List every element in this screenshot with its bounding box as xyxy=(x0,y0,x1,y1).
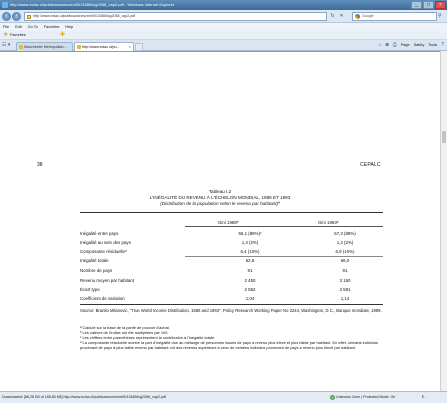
pdf-page-icon xyxy=(27,15,31,19)
menu-go-to[interactable]: Go To xyxy=(27,25,38,29)
safety-menu[interactable]: Safety xyxy=(413,43,425,47)
value-1988: 2 450 xyxy=(244,278,256,283)
tab-label: Manchester Metropolitan... xyxy=(24,45,67,49)
table-row xyxy=(80,267,383,275)
ie-icon xyxy=(2,2,8,8)
col-header-1988: Gini 1988ᵇ xyxy=(218,220,239,225)
table-row xyxy=(80,295,383,303)
minimize-button[interactable]: _ xyxy=(411,1,422,9)
print-icon[interactable]: ⎙ xyxy=(392,42,397,48)
table-row xyxy=(80,239,383,247)
address-text: http://www.eclac.cl/publicaciones/xml/5/13485/lcg2058_cap2.pdf xyxy=(33,14,136,18)
row-label: Inégalité totale xyxy=(80,258,109,263)
address-toolbar xyxy=(0,10,447,23)
forward-button[interactable]: › xyxy=(12,12,21,21)
favorites-button[interactable]: Favorites xyxy=(10,33,26,37)
new-tab-button[interactable] xyxy=(135,43,143,51)
scrollbar-thumb[interactable] xyxy=(442,131,446,143)
menu-file[interactable]: File xyxy=(3,25,10,29)
value-1993: 66,0 xyxy=(340,258,350,263)
menu-bar xyxy=(0,23,447,31)
tab-label: http://www.eclac.cl/pu... xyxy=(82,45,120,49)
row-label: Inégalité entre pays xyxy=(80,231,119,236)
globe-icon xyxy=(330,395,335,400)
table-row xyxy=(80,248,383,256)
page-menu[interactable]: Page xyxy=(400,43,410,47)
refresh-icon[interactable]: ↻ xyxy=(330,13,335,19)
search-placeholder: Google xyxy=(362,14,374,18)
tab-eclac[interactable] xyxy=(74,42,134,51)
quick-tabs-icon[interactable]: ☷ ▾ xyxy=(2,42,11,48)
value-1993: 1,14 xyxy=(340,296,350,301)
tab-close-icon[interactable]: × xyxy=(128,44,131,49)
source-note: Source: Branko Milanovic, "True World Income Distribution, 1988 and 1993", Policy Research Working Paper No 2244, Washington, D.C., Banque mondiale, 1999. xyxy=(80,308,382,313)
footnote-a: ª Calculé sur la base de la parité de pouvoir d'achat. xyxy=(80,325,170,330)
window-title: http://www.eclac.cl/publicaciones/xml/5/13485/lcg2058_cap2.pdf - Windows Internet Explorer xyxy=(10,2,175,7)
vertical-scrollbar[interactable] xyxy=(440,51,447,391)
value-1988: 62,8 xyxy=(245,258,255,263)
header-rule xyxy=(185,226,383,227)
table-row xyxy=(80,257,383,265)
pdf-viewer[interactable] xyxy=(0,51,440,391)
tab-manchester[interactable] xyxy=(16,42,73,51)
value-1988: 55,1 (88%)ᶜ xyxy=(238,231,262,236)
window-titlebar xyxy=(0,0,447,10)
row-label: Revenu moyen par habitant xyxy=(80,278,134,283)
row-label: Inégalité au sein des pays xyxy=(80,240,131,245)
status-text: Downloaded: [68,28 KB of 185,85 KB] http://www.eclac.cl/publicaciones/xml/5/13485/lcg2058_cap2.pdf xyxy=(2,395,166,399)
table-top-rule xyxy=(80,212,383,213)
back-button[interactable]: ‹ xyxy=(2,12,11,21)
zone-text: Unknown Zone | Protected Mode: On xyxy=(336,395,396,399)
window-controls xyxy=(411,1,446,9)
google-icon xyxy=(355,14,360,19)
stop-icon[interactable]: ✕ xyxy=(339,13,344,19)
table-row xyxy=(80,277,383,285)
command-bar xyxy=(379,41,444,50)
home-icon[interactable]: ⌂ xyxy=(378,42,382,48)
table-row xyxy=(80,286,383,294)
table-bottom-rule xyxy=(80,304,383,305)
value-1988: 91 xyxy=(247,268,253,273)
table-subtitle: (Distribution de la population selon le revenu par habitant)ª xyxy=(160,201,280,206)
zoom-control[interactable]: ¶ - xyxy=(422,395,427,399)
footnote-c: ᶜ Les chiffres entre parenthèses représentent la contribution à l'inégalité totale. xyxy=(80,335,216,340)
help-icon[interactable]: ? xyxy=(441,42,444,48)
value-1993: 57,3 (88%) xyxy=(334,231,356,236)
address-input[interactable] xyxy=(24,12,327,21)
col-header-1993: Gini 1993ᵇ xyxy=(318,220,339,225)
publisher-header: CEPALC xyxy=(360,162,381,168)
tab-favicon xyxy=(19,45,23,49)
value-1988: 1,3 (2%) xyxy=(241,240,259,245)
favorites-bar xyxy=(0,31,447,40)
tab-bar xyxy=(0,40,447,51)
value-1993: 1,3 (2%) xyxy=(336,240,354,245)
search-input[interactable] xyxy=(352,12,437,21)
viewer-top-border xyxy=(0,51,440,52)
search-icon[interactable]: ⚲ xyxy=(438,13,442,19)
security-zone[interactable] xyxy=(330,392,395,403)
value-1988: 6,4 (10%) xyxy=(240,249,260,254)
feeds-icon[interactable]: ◙ xyxy=(385,42,389,48)
table-row xyxy=(80,230,383,238)
add-favorite-icon[interactable]: ✚ xyxy=(60,32,66,38)
menu-favorites[interactable]: Favorites xyxy=(43,25,60,29)
favorites-star-icon[interactable]: ★ xyxy=(3,32,9,38)
footnote-d: ᵈ La composante résiduelle montre la part d'inégalité due au mélange de personnes issues de pays à revenu plus élevé et plus faible par habitant. En effet, certains individus provenant de pays à plus faible revenu par habitant ont des revenus supérieurs à ceux de certains individus provenant de pays à revenu plus élevé par habitant. xyxy=(80,340,378,350)
table-number: Tableau I.2 xyxy=(208,189,232,194)
close-button[interactable]: × xyxy=(435,1,446,9)
row-label: Composante résiduelleᵈ xyxy=(80,249,127,254)
tools-menu[interactable]: Tools xyxy=(428,43,438,47)
page-number: 38 xyxy=(37,162,43,168)
status-bar xyxy=(0,391,447,403)
footnote-b: ᵇ Les valeurs de l'indice ont été multipliées par 100. xyxy=(80,330,169,335)
row-label: Écart type xyxy=(80,287,100,292)
maximize-button[interactable]: □ xyxy=(423,1,434,9)
value-1993: 3 160 xyxy=(339,278,351,283)
value-1993: 3 591 xyxy=(339,287,351,292)
value-1988: 1,04 xyxy=(245,296,255,301)
row-label: Nombre de pays xyxy=(80,268,113,273)
row-label: Coefficient de variation xyxy=(80,296,125,301)
value-1993: 91 xyxy=(342,268,348,273)
menu-edit[interactable]: Edit xyxy=(15,25,22,29)
menu-help[interactable]: Help xyxy=(65,25,74,29)
tab-favicon xyxy=(77,45,81,49)
value-1993: 6,9 (10%) xyxy=(335,249,355,254)
table-title: L'INÉGALITÉ DU REVENU À L'ÉCHELON MONDIAL, 1988 ET 1993 xyxy=(149,195,291,200)
value-1988: 2 552 xyxy=(244,287,256,292)
